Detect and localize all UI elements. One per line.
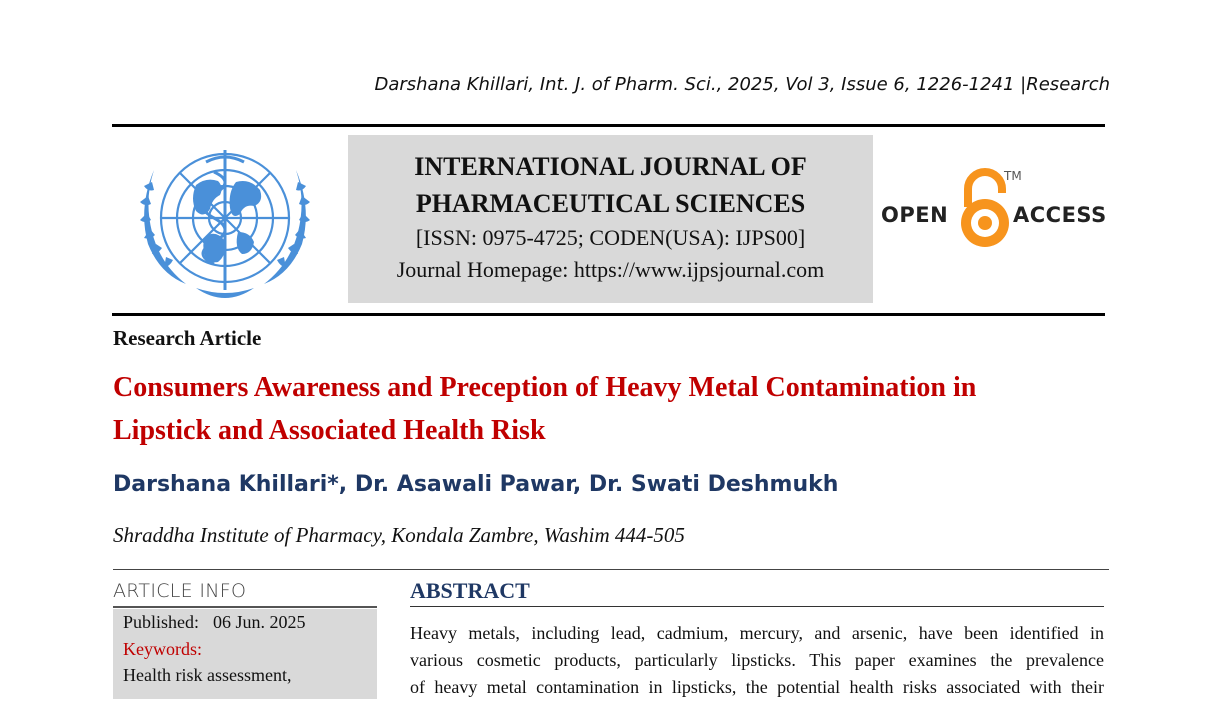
published-label: Published:	[123, 612, 200, 632]
article-type: Research Article	[113, 326, 262, 350]
journal-name	[348, 148, 873, 222]
abstract-line-1: Heavy metals, including lead, cadmium, mercury, and arsenic, have been identified in	[410, 623, 1104, 643]
section-divider	[113, 569, 1109, 570]
published-date: 06 Jun. 2025	[213, 612, 306, 632]
keywords-label: Keywords:	[123, 639, 202, 659]
header-bottom-rule	[112, 313, 1105, 316]
open-access-logo	[880, 165, 1110, 255]
keyword-item: Health risk assessment,	[123, 665, 292, 685]
article-info-rule	[113, 606, 377, 608]
trademark-mark: TM	[1004, 169, 1022, 183]
article-title-line-2: Lipstick and Associated Health Risk	[113, 415, 546, 446]
un-emblem-caduceus-icon	[126, 140, 324, 306]
article-info-box	[113, 609, 377, 699]
abstract-body	[410, 620, 1104, 701]
abstract-rule	[410, 606, 1104, 607]
journal-name-line-1: INTERNATIONAL JOURNAL OF	[414, 152, 807, 181]
open-access-word-open: OPEN	[881, 203, 949, 227]
abstract-line-3: of heavy metal contamination in lipsticks, the potential health risks associated with their	[410, 677, 1104, 697]
open-access-word-access: ACCESS	[1013, 203, 1107, 227]
homepage-line[interactable]: Journal Homepage: https://www.ijpsjournal.com	[396, 257, 825, 282]
journal-name-line-2: PHARMACEUTICAL SCIENCES	[415, 189, 806, 218]
header-top-rule	[112, 124, 1105, 127]
article-title-line-1: Consumers Awareness and Preception of Heavy Metal Contamination in	[113, 372, 977, 403]
article-authors: Darshana Khillari*, Dr. Asawali Pawar, Dr. Swati Deshmukh	[113, 472, 839, 497]
abstract-line-2: various cosmetic products, particularly lipsticks. This paper examines the prevalence	[410, 650, 1104, 670]
author-affiliation: Shraddha Institute of Pharmacy, Kondala Zambre, Washim 444-505	[113, 523, 685, 547]
issn-line: [ISSN: 0975-4725; CODEN(USA): IJPS00]	[415, 225, 806, 250]
journal-masthead	[348, 135, 873, 303]
article-title	[113, 366, 1113, 452]
running-header: Darshana Khillari, Int. J. of Pharm. Sci., 2025, Vol 3, Issue 6, 1226-1241 |Research	[374, 74, 1110, 95]
published-row	[123, 612, 306, 633]
abstract-heading: ABSTRACT	[410, 578, 530, 603]
article-info-heading: ARTICLE INFO	[113, 580, 247, 602]
